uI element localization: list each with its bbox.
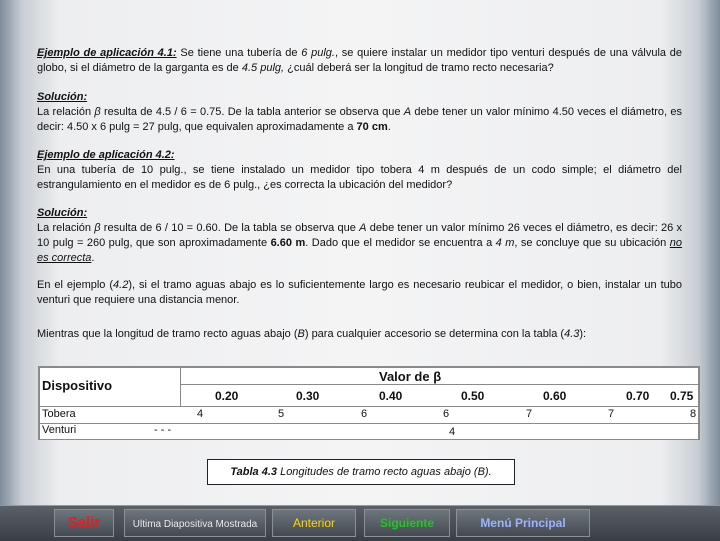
solution-text: debe tener un valor mínimo 4.50 veces el diámetro, es decir: 4.50 x 6 pulg = 27 pulg, que equivalen aproximadamente a [37,106,683,133]
table-value-header: Valor de β [379,369,442,384]
example-text: Se tiene una tubería de [176,47,302,59]
solution-text: debe tener un valor mínimo 26 veces el diámetro, es decir: 26 x 10 pulg = 260 pulg, que son aproximadamente [37,222,682,249]
ultima-label: Ultima Diapositiva Mostrada [132,519,258,530]
navigation-bar [0,505,720,541]
table-cell: 4 [197,408,204,420]
example-text: En una tubería de 10 pulg., se tiene instalado un medidor tipo tobera 4 m después de un codo simple; el diámetro del estrangulamiento en el medidor es de 6 pulg., ¿es correcta la ubicación del medidor? [37,164,682,191]
device-name: Venturi [42,424,77,436]
beta-value: 0.60 [543,389,567,403]
paragraph-text: Mientras que la longitud de tramo recto aguas abajo ( [37,328,298,340]
table-cell: 6 [443,408,450,420]
beta-value: 0.40 [379,389,403,403]
table-beta-row [181,385,698,406]
paragraph-text: ): [579,328,587,340]
salir-label: Salir [67,514,101,531]
conclusion-underlined: no es correcta [37,237,683,264]
solution-4-1 [37,90,682,135]
example-text-italic: 4.5 pulg, [241,62,285,74]
salir-button[interactable] [54,509,114,537]
solution-heading: Solución: [37,91,88,103]
solution-text: , se concluye que su ubicación [514,237,670,249]
example-text: , se quiere instalar un medidor tipo venturi después de una válvula de globo, si el diámetro de la garganta es de [37,47,683,74]
solution-text: resulta de 6 / 10 = 0.60. De la tabla se observa que [100,222,360,234]
beta-value: 0.20 [215,389,239,403]
table-cell: 7 [608,408,615,420]
example-text-italic: 6 pulg. [301,47,335,59]
anterior-label: Anterior [292,516,336,530]
example-4-1 [37,46,682,76]
table-cell: 8 [690,408,697,420]
table-cell: 6 [361,408,368,420]
solution-text: . [387,121,391,133]
paragraph-text: En el ejemplo ( [37,279,114,291]
solution-text: La relación [37,222,95,234]
solution-4-2 [37,206,682,266]
beta-value: 0.70 [626,389,650,403]
variable-b: B [297,328,305,340]
table-cell-dash: - - - [154,424,172,436]
distance-value: 4 m [495,237,515,249]
solution-result: 70 cm [356,121,388,133]
paragraph-tabla [37,327,682,342]
table-col-header-cell [40,368,180,406]
table-4-3 [38,366,700,440]
caption-text: Longitudes de tramo recto aguas abajo (B). [277,466,492,478]
reference-italic: 4.3 [564,328,580,340]
variable-a: A [359,222,367,234]
beta-symbol: β [94,106,101,118]
reference-italic: 4.2 [113,279,129,291]
example-4-2-heading: Ejemplo de aplicación 4.2: [37,149,175,161]
menu-principal-button[interactable] [456,509,590,537]
siguiente-button[interactable] [364,509,450,537]
paragraph-text: ), si el tramo aguas abajo es lo suficientemente largo es necesario reubicar el medidor, o bien, instalar un tubo venturi que requiere una distancia menor. [37,279,682,306]
table-cell: 4 [449,426,456,438]
solution-text: resulta de 4.5 / 6 = 0.75. De la tabla anterior se observa que [100,106,404,118]
solution-text: . Dado que el medidor se encuentra a [305,237,496,249]
solution-text: . [91,252,95,264]
table-cell: 5 [278,408,285,420]
solution-result: 6.60 m [270,237,306,249]
paragraph-text: ) para cualquier accesorio se determina con la tabla ( [304,328,565,340]
device-name: Tobera [42,408,76,420]
siguiente-label: Siguiente [379,516,434,530]
ultima-diapositiva-button[interactable] [124,509,266,537]
example-text: ¿cuál deberá ser la longitud de tramo recto necesaria? [284,62,554,74]
solution-heading: Solución: [37,207,88,219]
menu-label: Menú Principal [480,516,566,530]
solution-text: La relación [37,106,95,118]
beta-value: 0.50 [461,389,485,403]
variable-a: A [403,106,412,118]
table-value-header-cell [181,368,698,384]
paragraph-reubicar [37,278,682,308]
caption-label: Tabla 4.3 [230,466,278,478]
table-col-header: Dispositivo [42,378,113,393]
beta-value: 0.30 [296,389,320,403]
table-row-venturi [40,424,698,439]
beta-symbol: β [94,222,101,234]
example-4-2 [37,148,682,193]
table-row-tobera [40,407,698,423]
anterior-button[interactable] [272,509,356,537]
table-cell: 7 [526,408,533,420]
beta-value: 0.75 [670,389,694,403]
example-4-1-heading: Ejemplo de aplicación 4.1: [37,47,177,59]
table-caption [207,459,515,485]
